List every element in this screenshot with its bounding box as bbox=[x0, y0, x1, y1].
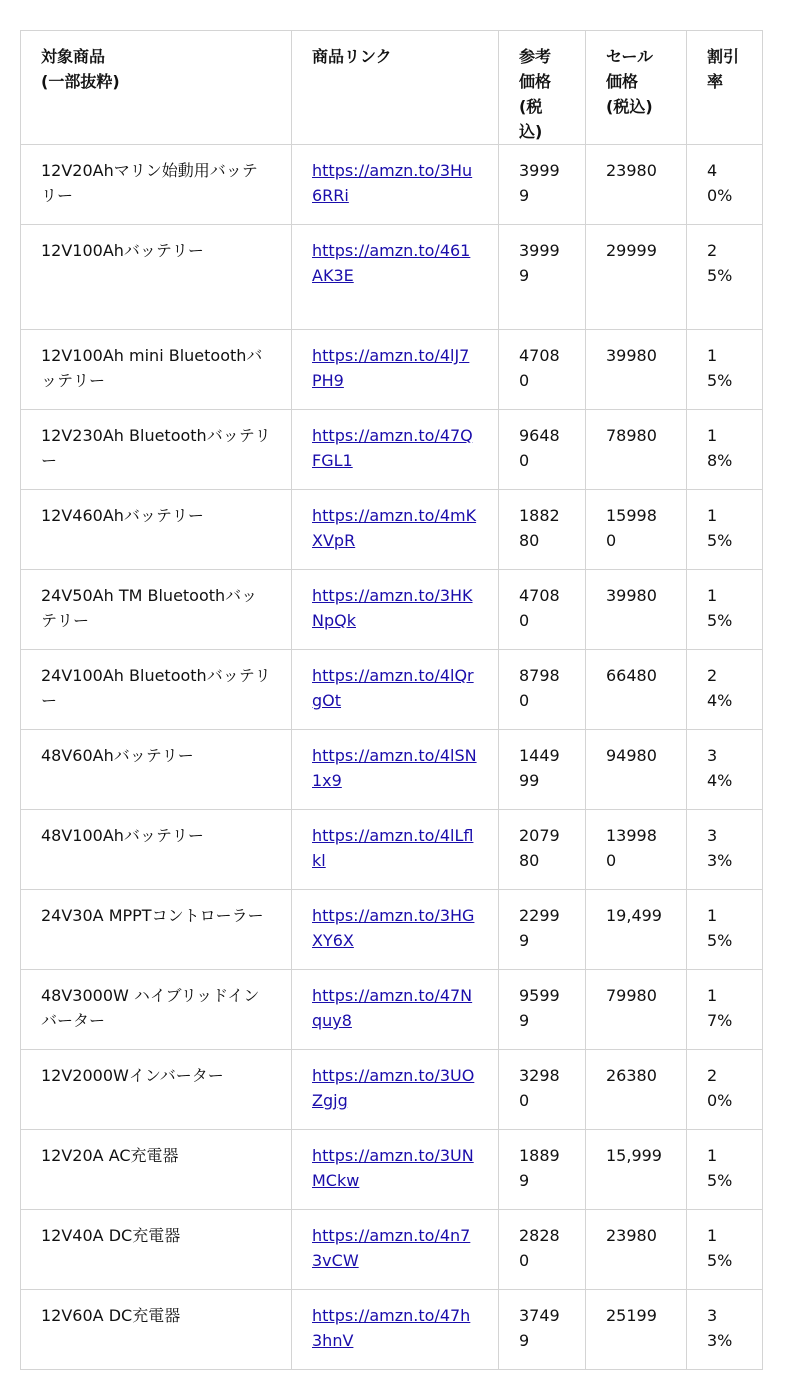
product-name-cell bbox=[21, 890, 292, 970]
sale-price: 94980 bbox=[606, 746, 657, 765]
discount-rate: 40% bbox=[707, 161, 733, 205]
header-line: 率 bbox=[707, 72, 724, 91]
discount-rate-cell bbox=[687, 490, 763, 570]
header-row bbox=[21, 31, 763, 145]
header-line: (税込) bbox=[519, 97, 543, 141]
product-name: 12V20Ahマリン始動用バッテリー bbox=[41, 161, 258, 205]
product-link[interactable]: https://amzn.to/3HKNpQk bbox=[312, 586, 473, 630]
product-name: 24V100Ah Bluetoothバッテリー bbox=[41, 666, 271, 710]
product-name: 48V100Ahバッテリー bbox=[41, 826, 204, 845]
header-line: 対象商品 bbox=[41, 47, 106, 66]
product-link[interactable]: https://amzn.to/3UOZgjg bbox=[312, 1066, 475, 1110]
table-row bbox=[21, 890, 763, 970]
sale-price: 15,999 bbox=[606, 1146, 662, 1165]
sale-price: 39980 bbox=[606, 586, 657, 605]
reference-price-cell bbox=[499, 1130, 586, 1210]
reference-price-cell bbox=[499, 730, 586, 810]
table-row bbox=[21, 145, 763, 225]
table-row bbox=[21, 1290, 763, 1370]
product-name: 12V40A DC充電器 bbox=[41, 1226, 181, 1245]
header-reference-price bbox=[499, 31, 586, 145]
reference-price-cell bbox=[499, 1050, 586, 1130]
table-header bbox=[21, 31, 763, 145]
reference-price: 47080 bbox=[519, 346, 560, 390]
table-row bbox=[21, 490, 763, 570]
product-link-cell bbox=[292, 730, 499, 810]
reference-price-cell bbox=[499, 810, 586, 890]
discount-rate: 33% bbox=[707, 826, 733, 870]
product-link-cell bbox=[292, 330, 499, 410]
discount-rate: 24% bbox=[707, 666, 733, 710]
product-link-cell bbox=[292, 890, 499, 970]
sale-price: 79980 bbox=[606, 986, 657, 1005]
product-name-cell bbox=[21, 970, 292, 1050]
reference-price: 87980 bbox=[519, 666, 560, 710]
discount-rate-cell bbox=[687, 730, 763, 810]
discount-rate-cell bbox=[687, 810, 763, 890]
discount-rate: 25% bbox=[707, 241, 733, 285]
product-name: 12V100Ah mini Bluetoothバッテリー bbox=[41, 346, 263, 390]
product-name-cell bbox=[21, 1210, 292, 1290]
discount-rate: 15% bbox=[707, 906, 733, 950]
sale-products-table bbox=[20, 30, 763, 1370]
header-line: 割引 bbox=[707, 47, 740, 66]
discount-rate: 20% bbox=[707, 1066, 733, 1110]
product-name-cell bbox=[21, 330, 292, 410]
product-link[interactable]: https://amzn.to/3UNMCkw bbox=[312, 1146, 474, 1190]
discount-rate-cell bbox=[687, 890, 763, 970]
discount-rate: 15% bbox=[707, 506, 733, 550]
sale-price: 26380 bbox=[606, 1066, 657, 1085]
reference-price-cell bbox=[499, 890, 586, 970]
product-link[interactable]: https://amzn.to/461AK3E bbox=[312, 241, 471, 285]
table-row bbox=[21, 410, 763, 490]
discount-rate: 33% bbox=[707, 1306, 733, 1350]
header-line: 価格 bbox=[606, 72, 639, 91]
product-name-cell bbox=[21, 410, 292, 490]
sale-price-cell bbox=[586, 1050, 687, 1130]
product-name: 12V100Ahバッテリー bbox=[41, 241, 204, 260]
sale-price: 23980 bbox=[606, 161, 657, 180]
reference-price: 39999 bbox=[519, 241, 560, 285]
table-row bbox=[21, 1130, 763, 1210]
discount-rate-cell bbox=[687, 225, 763, 330]
product-link-cell bbox=[292, 1290, 499, 1370]
reference-price: 144999 bbox=[519, 746, 560, 790]
product-name-cell bbox=[21, 730, 292, 810]
reference-price: 47080 bbox=[519, 586, 560, 630]
product-name: 12V2000Wインバーター bbox=[41, 1066, 224, 1085]
table-row bbox=[21, 1210, 763, 1290]
discount-rate-cell bbox=[687, 1290, 763, 1370]
product-name-cell bbox=[21, 1290, 292, 1370]
header-sale-price bbox=[586, 31, 687, 145]
sale-price-cell bbox=[586, 730, 687, 810]
product-link-cell bbox=[292, 225, 499, 330]
reference-price: 37499 bbox=[519, 1306, 560, 1350]
discount-rate: 15% bbox=[707, 346, 733, 390]
reference-price: 96480 bbox=[519, 426, 560, 470]
discount-rate-cell bbox=[687, 330, 763, 410]
header-line: 価格 bbox=[519, 72, 552, 91]
header-product bbox=[21, 31, 292, 145]
reference-price-cell bbox=[499, 330, 586, 410]
product-link[interactable]: https://amzn.to/47Nquy8 bbox=[312, 986, 473, 1030]
sale-price: 23980 bbox=[606, 1226, 657, 1245]
sale-price: 25199 bbox=[606, 1306, 657, 1325]
sale-price-cell bbox=[586, 890, 687, 970]
discount-rate-cell bbox=[687, 1050, 763, 1130]
sale-price: 29999 bbox=[606, 241, 657, 260]
product-link-cell bbox=[292, 810, 499, 890]
sale-price-cell bbox=[586, 145, 687, 225]
discount-rate: 15% bbox=[707, 1146, 733, 1190]
product-link-cell bbox=[292, 410, 499, 490]
header-line: 参考 bbox=[519, 47, 552, 66]
reference-price-cell bbox=[499, 970, 586, 1050]
discount-rate-cell bbox=[687, 410, 763, 490]
product-name-cell bbox=[21, 650, 292, 730]
product-name-cell bbox=[21, 145, 292, 225]
header-line: (一部抜粋) bbox=[41, 72, 120, 91]
product-name-cell bbox=[21, 225, 292, 330]
product-name-cell bbox=[21, 570, 292, 650]
reference-price: 95999 bbox=[519, 986, 560, 1030]
reference-price: 32980 bbox=[519, 1066, 560, 1110]
product-link[interactable]: https://amzn.to/4lJ7PH9 bbox=[312, 346, 470, 390]
reference-price-cell bbox=[499, 410, 586, 490]
sale-table-container bbox=[20, 30, 763, 1370]
reference-price: 39999 bbox=[519, 161, 560, 205]
discount-rate: 34% bbox=[707, 746, 733, 790]
reference-price: 18899 bbox=[519, 1146, 560, 1190]
table-row bbox=[21, 330, 763, 410]
sale-price-cell bbox=[586, 1210, 687, 1290]
reference-price-cell bbox=[499, 1210, 586, 1290]
sale-price: 139980 bbox=[606, 826, 657, 870]
sale-price: 78980 bbox=[606, 426, 657, 445]
sale-price-cell bbox=[586, 225, 687, 330]
sale-price-cell bbox=[586, 970, 687, 1050]
header-discount bbox=[687, 31, 763, 145]
reference-price-cell bbox=[499, 650, 586, 730]
product-name-cell bbox=[21, 810, 292, 890]
discount-rate-cell bbox=[687, 570, 763, 650]
sale-price-cell bbox=[586, 810, 687, 890]
header-line: セール bbox=[606, 47, 654, 66]
discount-rate: 17% bbox=[707, 986, 733, 1030]
table-row bbox=[21, 970, 763, 1050]
table-row bbox=[21, 650, 763, 730]
reference-price: 22999 bbox=[519, 906, 560, 950]
product-name-cell bbox=[21, 1130, 292, 1210]
product-name: 24V30A MPPTコントローラー bbox=[41, 906, 264, 925]
header-link bbox=[292, 31, 499, 145]
product-link[interactable]: https://amzn.to/47QFGL1 bbox=[312, 426, 473, 470]
product-link-cell bbox=[292, 1130, 499, 1210]
product-link[interactable]: https://amzn.to/4lLflkl bbox=[312, 826, 474, 870]
sale-price-cell bbox=[586, 330, 687, 410]
product-name: 12V460Ahバッテリー bbox=[41, 506, 204, 525]
product-name: 12V20A AC充電器 bbox=[41, 1146, 179, 1165]
product-link[interactable]: https://amzn.to/4lQrgOt bbox=[312, 666, 474, 710]
sale-price: 66480 bbox=[606, 666, 657, 685]
product-link-cell bbox=[292, 970, 499, 1050]
product-link[interactable]: https://amzn.to/3HGXY6X bbox=[312, 906, 475, 950]
reference-price-cell bbox=[499, 1290, 586, 1370]
discount-rate: 15% bbox=[707, 1226, 733, 1270]
product-link-cell bbox=[292, 1050, 499, 1130]
sale-price: 159980 bbox=[606, 506, 657, 550]
reference-price: 28280 bbox=[519, 1226, 560, 1270]
sale-price-cell bbox=[586, 570, 687, 650]
product-name: 24V50Ah TM Bluetoothバッテリー bbox=[41, 586, 258, 630]
product-link-cell bbox=[292, 650, 499, 730]
discount-rate-cell bbox=[687, 650, 763, 730]
product-name-cell bbox=[21, 1050, 292, 1130]
product-name: 12V230Ah Bluetoothバッテリー bbox=[41, 426, 271, 470]
product-link[interactable]: https://amzn.to/3Hu6RRi bbox=[312, 161, 473, 205]
reference-price-cell bbox=[499, 490, 586, 570]
product-name-cell bbox=[21, 490, 292, 570]
reference-price: 188280 bbox=[519, 506, 560, 550]
product-link[interactable]: https://amzn.to/4n73vCW bbox=[312, 1226, 471, 1270]
discount-rate-cell bbox=[687, 145, 763, 225]
sale-price: 19,499 bbox=[606, 906, 662, 925]
product-link[interactable]: https://amzn.to/4lSN1x9 bbox=[312, 746, 477, 790]
sale-price-cell bbox=[586, 1290, 687, 1370]
reference-price-cell bbox=[499, 570, 586, 650]
table-row bbox=[21, 225, 763, 330]
product-link-cell bbox=[292, 1210, 499, 1290]
discount-rate: 18% bbox=[707, 426, 733, 470]
sale-price-cell bbox=[586, 1130, 687, 1210]
sale-price-cell bbox=[586, 410, 687, 490]
table-body bbox=[21, 145, 763, 1370]
reference-price-cell bbox=[499, 145, 586, 225]
product-name: 48V3000W ハイブリッドインバーター bbox=[41, 986, 260, 1030]
discount-rate: 15% bbox=[707, 586, 733, 630]
table-row bbox=[21, 730, 763, 810]
product-name: 12V60A DC充電器 bbox=[41, 1306, 181, 1325]
product-link[interactable]: https://amzn.to/47h3hnV bbox=[312, 1306, 471, 1350]
table-row bbox=[21, 1050, 763, 1130]
product-link[interactable]: https://amzn.to/4mKXVpR bbox=[312, 506, 477, 550]
header-line: 商品リンク bbox=[312, 47, 392, 66]
discount-rate-cell bbox=[687, 1130, 763, 1210]
table-row bbox=[21, 810, 763, 890]
discount-rate-cell bbox=[687, 1210, 763, 1290]
reference-price: 207980 bbox=[519, 826, 560, 870]
reference-price-cell bbox=[499, 225, 586, 330]
sale-price-cell bbox=[586, 650, 687, 730]
product-link-cell bbox=[292, 570, 499, 650]
product-name: 48V60Ahバッテリー bbox=[41, 746, 194, 765]
header-line: (税込) bbox=[606, 97, 653, 116]
product-link-cell bbox=[292, 490, 499, 570]
sale-price-cell bbox=[586, 490, 687, 570]
product-link-cell bbox=[292, 145, 499, 225]
table-row bbox=[21, 570, 763, 650]
discount-rate-cell bbox=[687, 970, 763, 1050]
sale-price: 39980 bbox=[606, 346, 657, 365]
